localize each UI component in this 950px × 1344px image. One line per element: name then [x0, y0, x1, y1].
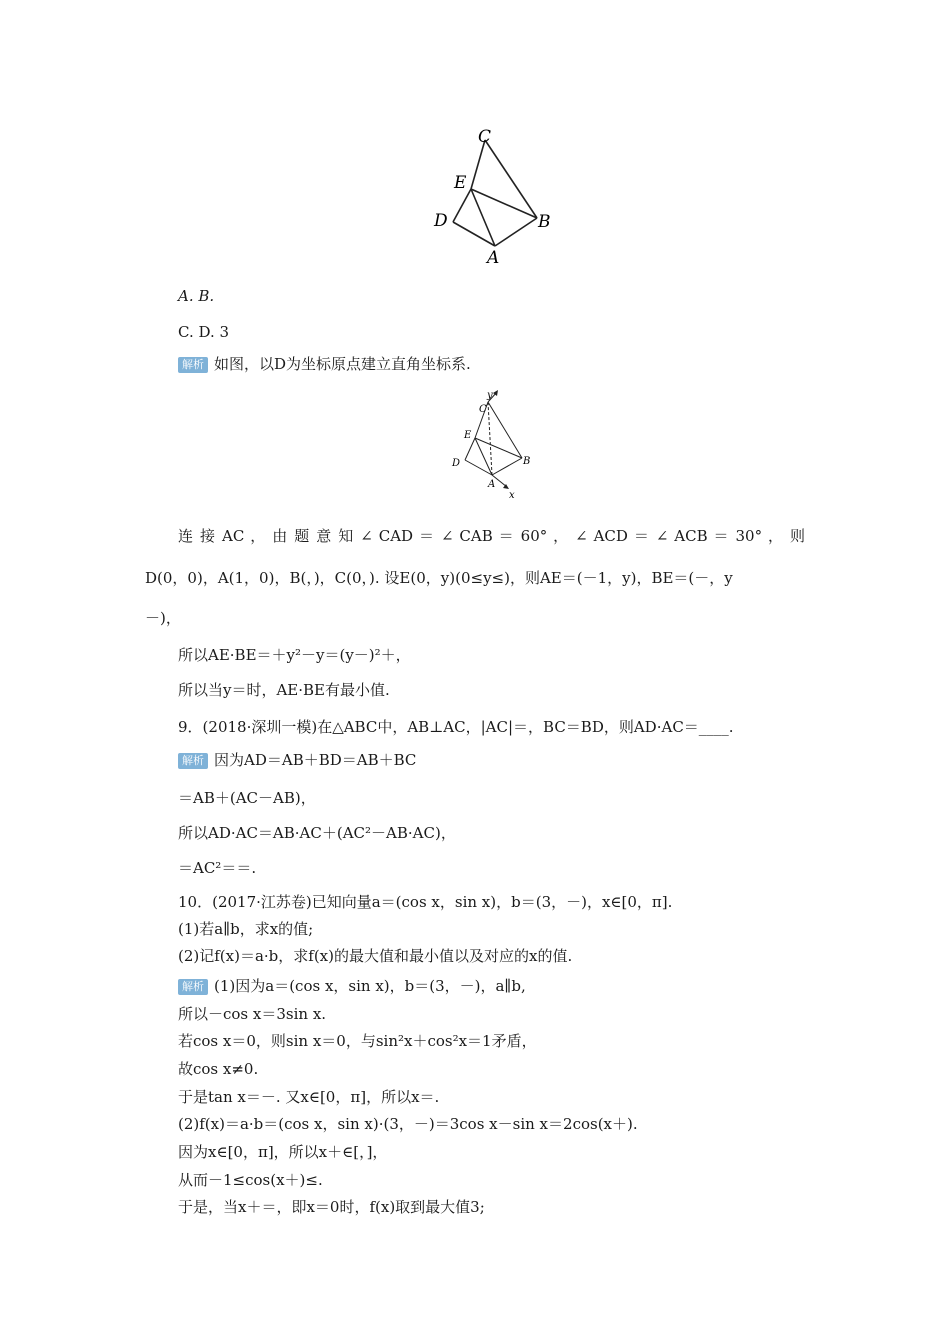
geometry-figure-1 — [420, 120, 570, 270]
analysis-8-p1: 连 接 AC ， 由 题 意 知 ∠ CAD ＝ ∠ CAB ＝ 60° ， ∠ ACD ＝ ∠ ACB ＝ 30° ， 则 — [178, 527, 805, 545]
analysis-badge: 解析 — [178, 979, 208, 995]
fig2-label-d: D — [452, 458, 461, 469]
question-10-answer-9: 于是，当x＋＝，即x＝0时，f(x)取到最大值3; — [178, 1198, 485, 1216]
question-10-answer-1: 解析 (1)因为a＝(cos x，sin x)，b＝(3，－)，a∥b, — [178, 976, 526, 996]
fig1-label-e: E — [454, 173, 467, 193]
question-10-answer-6: (2)f(x)＝a·b＝(cos x，sin x)·(3，－)＝3cos x－sin x＝2cos(x＋). — [178, 1115, 638, 1133]
question-10-part-1: (1)若a∥b，求x的值; — [178, 920, 314, 938]
fig1-label-a: A — [487, 248, 500, 268]
question-9-stem: 9．(2018·深圳一模)在△ABC中，AB⊥AC，|AC|＝，BC＝BD，则AD·AC＝____. — [178, 718, 734, 736]
fig2-label-e: E — [464, 430, 472, 441]
question-10-answer-2: 所以－cos x＝3sin x. — [178, 1005, 327, 1023]
analysis-8-intro: 解析 如图，以D为坐标原点建立直角坐标系. — [178, 354, 471, 374]
geometry-figure-2 — [445, 388, 545, 504]
fig2-label-y: y — [487, 390, 493, 401]
analysis-8-p3: －)， — [145, 609, 181, 627]
analysis-8-p2: D(0，0)，A(1，0)，B(，)，C(0，). 设E(0，y)(0≤y≤)，则AE＝(－1，y)，BE＝(－，y — [145, 569, 733, 587]
question-10-part-2: (2)记f(x)＝a·b，求f(x)的最大值和最小值以及对应的x的值. — [178, 947, 573, 965]
question-10-answer-8: 从而－1≤cos(x＋)≤. — [178, 1171, 323, 1189]
option-a-b: A. B. — [178, 287, 215, 305]
question-9-solution-2: ＝AB＋(AC－AB)， — [178, 789, 316, 807]
fig2-label-a: A — [488, 479, 496, 490]
question-10-answer-7: 因为x∈[0，π]，所以x＋∈[，]， — [178, 1143, 388, 1161]
fig1-label-d: D — [434, 211, 448, 231]
analysis-8-p5: 所以当y＝时，AE·BE有最小值. — [178, 681, 390, 699]
question-10-answer-4: 故cos x≠0. — [178, 1060, 259, 1078]
question-10-stem: 10．(2017·江苏卷)已知向量a＝(cos x，sin x)，b＝(3，－)，x∈[0，π]. — [178, 893, 673, 911]
analysis-badge: 解析 — [178, 753, 208, 769]
fig2-label-b: B — [523, 456, 531, 467]
fig2-label-c: C — [479, 404, 487, 415]
question-10-answer-3: 若cos x＝0，则sin x＝0，与sin²x＋cos²x＝1矛盾， — [178, 1032, 537, 1050]
analysis-8-p4: 所以AE·BE＝＋y²－y＝(y－)²＋， — [178, 646, 411, 664]
fig1-label-b: B — [538, 212, 551, 232]
question-10-answer-5: 于是tan x＝－. 又x∈[0，π]，所以x＝. — [178, 1088, 440, 1106]
question-9-solution-4: ＝AC²＝＝. — [178, 859, 257, 877]
analysis-badge: 解析 — [178, 357, 208, 373]
question-9-solution-1: 解析 因为AD＝AB＋BD＝AB＋BC — [178, 750, 416, 770]
option-c-d: C. D. 3 — [178, 323, 230, 341]
fig1-label-c: C — [478, 127, 492, 147]
question-9-solution-3: 所以AD·AC＝AB·AC＋(AC²－AB·AC)， — [178, 824, 456, 842]
fig2-label-x: x — [509, 490, 515, 501]
